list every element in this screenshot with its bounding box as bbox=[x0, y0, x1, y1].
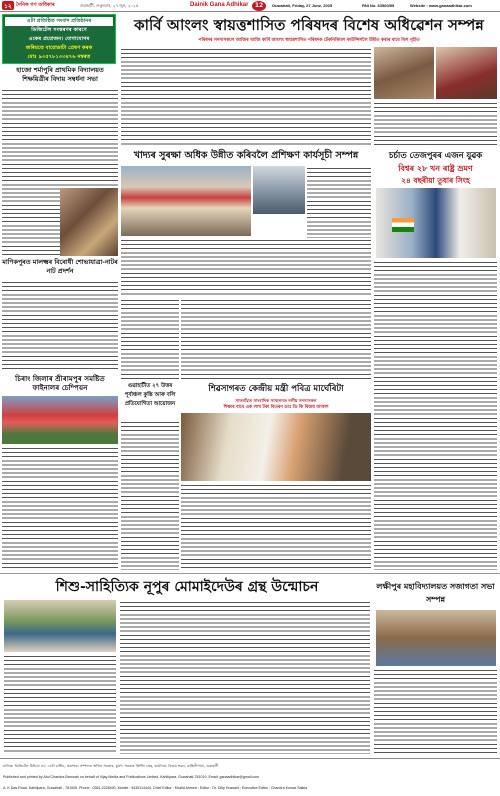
food-photo bbox=[121, 166, 251, 236]
masthead bbox=[0, 0, 500, 12]
right1-headline: চৰ্চাত তেজপুৰৰ এজন যুৱক bbox=[388, 150, 483, 160]
date-left: গুৱাহাটী, শুকুৰবাৰ, ২৭ জুন, ২০২৫ bbox=[80, 3, 139, 8]
left3-photo bbox=[2, 396, 118, 444]
food-headline: খাদ্যৰ সুৰক্ষা অধিক উন্নীত কৰিবলৈ প্ৰশিক্ষণ কাৰ্যসূচী সম্পন্ন bbox=[133, 150, 359, 161]
bottom-right-body bbox=[374, 668, 497, 754]
center-body-top bbox=[181, 298, 371, 380]
main-body-right bbox=[374, 101, 497, 145]
page-number: ১২ bbox=[4, 3, 12, 10]
mid-photo bbox=[181, 413, 371, 481]
page-badge: 12 bbox=[252, 1, 266, 11]
main-headline: কাৰ্বি আংলং স্বায়ত্তশাসিত পৰিষদৰ বিশেষ অধিৱেশন সম্পন্ন bbox=[134, 16, 484, 34]
mid-sub2: শিক্ষাৰ বাবে এক লাখ টকা বিতৰণ ডাঃ ডি কি বিজয় আকাশ bbox=[223, 405, 329, 410]
left3-headline: চিৰাং জিলাৰ শ্ৰীৰামপুৰ সমষ্টিত ফাইনালৰ চেম্পিয়ন bbox=[15, 374, 105, 392]
food-photo-2 bbox=[253, 166, 305, 214]
footer-line: Published and printed by Atul Chandra Barooah on behalf of Vijay Media and Publications Limited, Kahilipara, Guwahati-781019, Email: ganaadhikar@gmail.com bbox=[3, 775, 260, 779]
lm-body-top bbox=[121, 298, 179, 380]
right1-photo bbox=[376, 188, 496, 258]
main-photo-2 bbox=[436, 47, 497, 99]
left-mid-headline: গুৱাহাটীত ২৭ উত্তৰ পূৰ্বাঞ্চল কুস্তি আৰু বলি প্ৰতিযোগিতা আয়োজন bbox=[124, 383, 176, 407]
divider-bottom bbox=[0, 573, 500, 574]
ad-line: একেৰ প্ৰয়োজন। যোগাযোগৰ bbox=[28, 36, 90, 42]
paper-name-center: Dainik Gana Adhikar bbox=[190, 2, 249, 8]
lm-body bbox=[121, 420, 179, 570]
left1-photo bbox=[60, 188, 118, 256]
bottom-body-2 bbox=[120, 600, 370, 754]
bottom-right-photo bbox=[376, 610, 496, 666]
right1-sub1: বিশ্বৰ ২৮ খন ৰাষ্ট্ৰ ভ্ৰমণ bbox=[398, 163, 473, 173]
left1-headline: হাজো শৰ্মাপুৰি প্ৰাথমিক বিদ্যালয়ত শিক্ষয়িত্ৰীৰ বিদায় সম্বৰ্ধনা সভা bbox=[16, 66, 104, 83]
ad-line: এটা প্ৰতিষ্ঠিত সংবাদ প্ৰতিষ্ঠানৰ bbox=[5, 17, 113, 26]
main-subhead: পৰিষদৰ সদস্যসকলে আজিৰ আজি কাৰ্বি আংলং স্বায়ত্তশাসিত পৰিষদক টেকনিক্যিাল কাউন্সিললৈ উন্নীত কৰাৰ বাবে বিল গৃহীত bbox=[198, 38, 420, 43]
main-body bbox=[121, 47, 371, 145]
website-link[interactable]: Website : www.ganaadhikar.com bbox=[410, 3, 472, 8]
right1-body bbox=[374, 260, 497, 570]
mid-body bbox=[181, 483, 371, 570]
flag bbox=[392, 218, 414, 232]
food-body-col bbox=[307, 166, 371, 238]
bottom-right-headline: লক্ষীপুৰ মহাবিদ্যালয়ত সজাগতা সভা সম্পন্ন bbox=[376, 581, 495, 604]
left3-body bbox=[2, 446, 118, 570]
bottom-photo bbox=[4, 600, 116, 652]
left2-body bbox=[2, 280, 118, 372]
mid-sub1: সাতগাঁৱত সাংবাদিক সন্মেলনত দলীয় সদস্যসকল bbox=[235, 398, 317, 403]
right1-sub2: ২৪ বছৰীয়া তুষাৰ সিংহ bbox=[401, 176, 470, 185]
ad-line: মোঃ ৯৩৫৭৮১৩৩৪৭৬ নম্বৰত bbox=[27, 54, 91, 60]
left2-headline: মাণিকপুৰত মালক্ষ্মৰ বিৰোধী শোভাযাত্ৰা-নাটৰ নাট প্ৰদৰ্শন bbox=[2, 258, 118, 275]
ad-line: ডিজিটেল সংস্কৰণৰ কাৰণে bbox=[31, 27, 87, 33]
food-body bbox=[121, 238, 371, 296]
bottom-body bbox=[4, 654, 116, 754]
paper-name-left: দৈনিক গণ অধিকাৰ bbox=[16, 2, 55, 8]
bottom-headline: শিশু-সাহিত্যিক নূপুৰ মোমাইদেউৰ গ্ৰন্থ উন্মোচন bbox=[55, 579, 319, 595]
ad-line: জৰিয়তে বায়োডাটা প্ৰেৰণ কৰক bbox=[25, 45, 93, 51]
main-photo-1 bbox=[374, 47, 434, 99]
footer-line: মালিক: ডিজিটেল মিডিয়া এচ' ডেটা চাৰ্ভিচ, প্ৰকাশক: সম্পাদক অখিল সৰকাৰ, মুদ্ৰণ: সৰকাৰ প্ৰিন্টিং প্ৰেছ, কাৰ্যালয়: বিজয় ভৱন, কাহিলীপাৰা, গুৱাহাটী bbox=[3, 764, 219, 768]
date-right: Guwahati, Friday, 27 June, 2025 bbox=[272, 3, 333, 8]
ad-box bbox=[2, 14, 116, 64]
footer bbox=[0, 758, 500, 796]
mid-headline: শিৱসাগৰত কেন্দ্ৰীয় মন্ত্ৰী পবিত্ৰ মাৰ্ঘেৰিটা bbox=[208, 384, 344, 394]
footer-line: A. K Das Road, Kahilipara, Guwahati - 781005. Phone : 0361-2228490, Mobile : 9435114444, Chief Editor : Khalid Ahmed ; Editor : Dr. Dilip Hussain ; Executive Editor : Chandra Kumar Saikia bbox=[3, 786, 307, 790]
rni-number: RNI No. 63560/95 bbox=[362, 3, 395, 8]
